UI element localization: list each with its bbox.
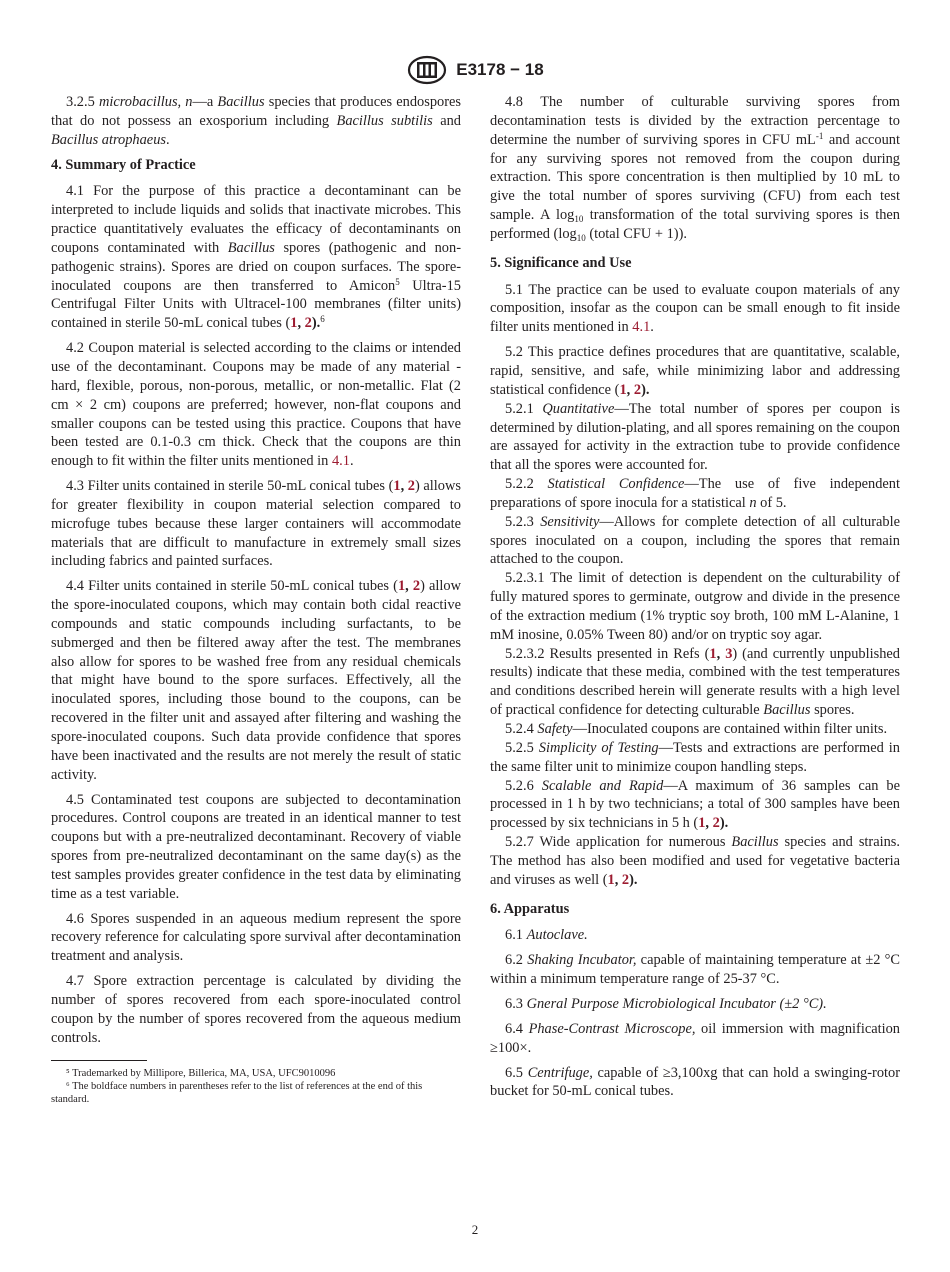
paragraph-4-3: 4.3 Filter units contained in sterile 50-mL conical tubes (1, 2) allows for greater flexibility in coupon material selection compared to microfuge tubes because these larger containers will accommodate materials that are difficult to manufacture in extremely small sizes including fabrics and painted surfaces. bbox=[51, 478, 461, 570]
reference-link[interactable]: 1 bbox=[607, 871, 615, 888]
reference-link[interactable]: 2 bbox=[412, 578, 421, 595]
reference-link[interactable]: 2 bbox=[712, 815, 720, 832]
footnote-6: ⁶ The boldface numbers in parentheses refer to the list of references at the end of this standard. bbox=[51, 1080, 423, 1105]
paragraph-4-6: 4.6 Spores suspended in an aqueous medium represent the spore recovery reference for calculating spore survival after decontamination treatment and analysis. bbox=[51, 910, 461, 965]
reference-link[interactable]: 3 bbox=[725, 645, 733, 662]
astm-logo-icon bbox=[406, 55, 448, 85]
reference-link[interactable]: 2 bbox=[621, 871, 630, 888]
paragraph-5-2-5: 5.2.5 Simplicity of Testing—Tests and extractions are performed in the same filter unit to minimize coupon handling steps. bbox=[490, 739, 900, 775]
definition-3-2-5: 3.2.5 microbacillus, n—a Bacillus species that produces endospores that do not possess an exosporium including Bacillus subtilis and Bacillus atrophaeus. bbox=[51, 94, 461, 148]
reference-link[interactable]: 1 bbox=[619, 381, 627, 398]
document-id: E3178 − 18 bbox=[456, 60, 544, 79]
reference-link[interactable]: 2 bbox=[304, 315, 312, 332]
section-4-heading: 4. Summary of Practice bbox=[51, 156, 196, 173]
paragraph-5-2-3-2: 5.2.3.2 Results presented in Refs (1, 3) (and currently unpublished results) indicate that these media, combined with the test temperatures and conditions described herein will generate results with a high level of practical confidence for detecting culturable Bacillus spores. bbox=[490, 645, 900, 719]
footnote-divider bbox=[51, 1060, 147, 1061]
paragraph-4-1: 4.1 For the purpose of this practice a decontaminant can be interpreted to include liquids and solids that inactivate microbes. This practice quantitatively evaluates the efficacy of decontaminants on coupons contaminated with Bacillus spores (pathogenic and non-pathogenic strains). Spores are dried on coupon surfaces. The spore-inoculated coupons are then transferred to Amicon$^5$ Ultra-15 Centrifugal Filter Units with Ultracel-100 membranes (filter units) contained in sterile 50-mL conical tubes (1, 2).$^6$ bbox=[51, 183, 461, 332]
paragraph-5-1: 5.1 The practice can be used to evaluate coupon materials of any composition, insofar as the coupon can be small enough to fit inside filter units mentioned in 4.1. bbox=[490, 281, 900, 336]
paragraph-6-3: 6.3 Gneral Purpose Microbiological Incubator (±2 °C). bbox=[505, 995, 827, 1012]
paragraph-4-7: 4.7 Spore extraction percentage is calculated by dividing the number of spores recovered from each spore-inoculated control coupon by the number of spores recovered from the aqueous medium controls. bbox=[51, 973, 461, 1046]
paragraph-4-5: 4.5 Contaminated test coupons are subjected to decontamination procedures. Control coupons are treated in an identical manner to test coupons but with a pre-neutralized decontaminant. Recovery of viable spores from pre-neutralized decontaminant on the same day(s) as the test samples provides greater confidence in the test data by eliminating time as a test variable. bbox=[51, 791, 461, 902]
paragraph-5-2-3-1: 5.2.3.1 The limit of detection is dependent on the culturability of fully matured spores to germinate, outgrow and divide in the presence of the extraction medium (1% tryptic soy broth, 100 mM L-Alanine, 1 mM inosine, 0.05% Tween 80) and/or on tryptic soy agar. bbox=[490, 570, 900, 643]
paragraph-6-5: 6.5 Centrifuge, capable of ≥3,100xg that can hold a swinging-rotor bucket for 50-mL conical tubes. bbox=[490, 1064, 900, 1100]
reference-link[interactable]: 2 bbox=[633, 381, 642, 398]
paragraph-4-8: 4.8 The number of culturable surviving spores from decontamination tests is divided by the extraction percentage to determine the number of surviving spores in CFU $mL^{-1}$ and account for any surviving spores not removed from the coupon during extraction. This spore concentration is then multiplied by 10 mL to give the total number of spores surviving (CFU) from each test sample. A $\log_{10}$ transformation of the total surviving spores is then performed ($\log_{10}$ (total CFU + 1)). bbox=[490, 94, 900, 243]
paragraph-6-1: 6.1 Autoclave. bbox=[505, 927, 588, 944]
paragraph-4-4: 4.4 Filter units contained in sterile 50-mL conical tubes (1, 2) allow the spore-inoculated coupons, which may contain both cidal reactive compounds and static compounds including surfactants, to be submerged and then be filtered away after the test. The membranes also allow for spores to be washed free from any residual chemicals that might have bound to the spore surfaces. Effectively, all the inoculated spores, including those bound to the coupons, can be recovered in the filter unit and assayed after filtering and washing the spore-inoculated coupons. Such data provide confidence that spores have been inactivated and the results are not merely the result of static activity. bbox=[51, 578, 461, 783]
paragraph-6-4: 6.4 Phase-Contrast Microscope, oil immersion with magnification ≥100×. bbox=[490, 1020, 900, 1056]
paragraph-5-2-1: 5.2.1 Quantitative—The total number of spores per coupon is determined by dilution-plating, and all spores remaining on the coupon are assayed for activity in the extraction tube to provide confidence that all the spores were accounted for. bbox=[490, 400, 900, 474]
paragraph-4-2: 4.2 Coupon material is selected according to the claims or intended use of the decontaminant. Coupons may be made of any material - hard, flexible, porous, non-porous, metallic, or non-metallic. Flat (2 cm × 2 cm) coupons are preferred; however, non-flat coupons and smaller coupons can be tested using this practice. Coupons that have been tested are 0.1-0.3 cm thick. Check that the coupons are thin enough to fit within the filter units mentioned in 4.1. bbox=[51, 340, 461, 470]
section-link[interactable]: 4.1 bbox=[331, 453, 350, 470]
section-5-heading: 5. Significance and Use bbox=[490, 254, 632, 271]
reference-link[interactable]: 1 bbox=[393, 478, 401, 495]
paragraph-6-2: 6.2 Shaking Incubator, capable of maintaining temperature at ±2 °C within a minimum temperature range of 25-37 °C. bbox=[490, 952, 901, 988]
right-column bbox=[490, 93, 900, 1107]
paragraph-5-2: 5.2 This practice defines procedures that are quantitative, scalable, rapid, sensitive, and safe, while minimizing labor and addressing statistical confidence (1, 2). bbox=[490, 344, 900, 398]
reference-link[interactable]: 1 bbox=[709, 645, 717, 662]
paragraph-5-2-7: 5.2.7 Wide application for numerous Bacillus species and strains. The method has also been modified and used for vegetative bacteria and viruses as well (1, 2). bbox=[490, 834, 900, 888]
paragraph-5-2-6: 5.2.6 Scalable and Rapid—A maximum of 36 samples can be processed in 1 h by two technicians; a total of 300 samples have been processed by six technicians in 5 h (1, 2). bbox=[490, 777, 900, 832]
page-number: 2 bbox=[471, 1222, 479, 1237]
reference-link[interactable]: 2 bbox=[407, 478, 415, 495]
reference-link[interactable]: 1 bbox=[397, 578, 406, 595]
footnote-5: ⁵ Trademarked by Millipore, Billerica, MA, USA, UFC9010096 bbox=[66, 1067, 336, 1079]
footnote-marker[interactable]: 6 bbox=[320, 314, 325, 325]
reference-link[interactable]: 1 bbox=[290, 315, 298, 332]
section-6-heading: 6. Apparatus bbox=[490, 900, 570, 917]
reference-link[interactable]: 1 bbox=[698, 815, 706, 832]
section-link[interactable]: 4.1 bbox=[632, 319, 651, 336]
page-header bbox=[0, 54, 950, 86]
paragraph-5-2-3: 5.2.3 Sensitivity—Allows for complete detection of all culturable spores inoculated on a coupon, including the spores that remain attached to the coupon. bbox=[490, 513, 900, 568]
left-column bbox=[51, 93, 461, 1106]
paragraph-5-2-4: 5.2.4 Safety—Inoculated coupons are contained within filter units. bbox=[505, 721, 888, 737]
paragraph-5-2-2: 5.2.2 Statistical Confidence—The use of five independent preparations of spore inocula for a statistical n of 5. bbox=[490, 476, 901, 511]
